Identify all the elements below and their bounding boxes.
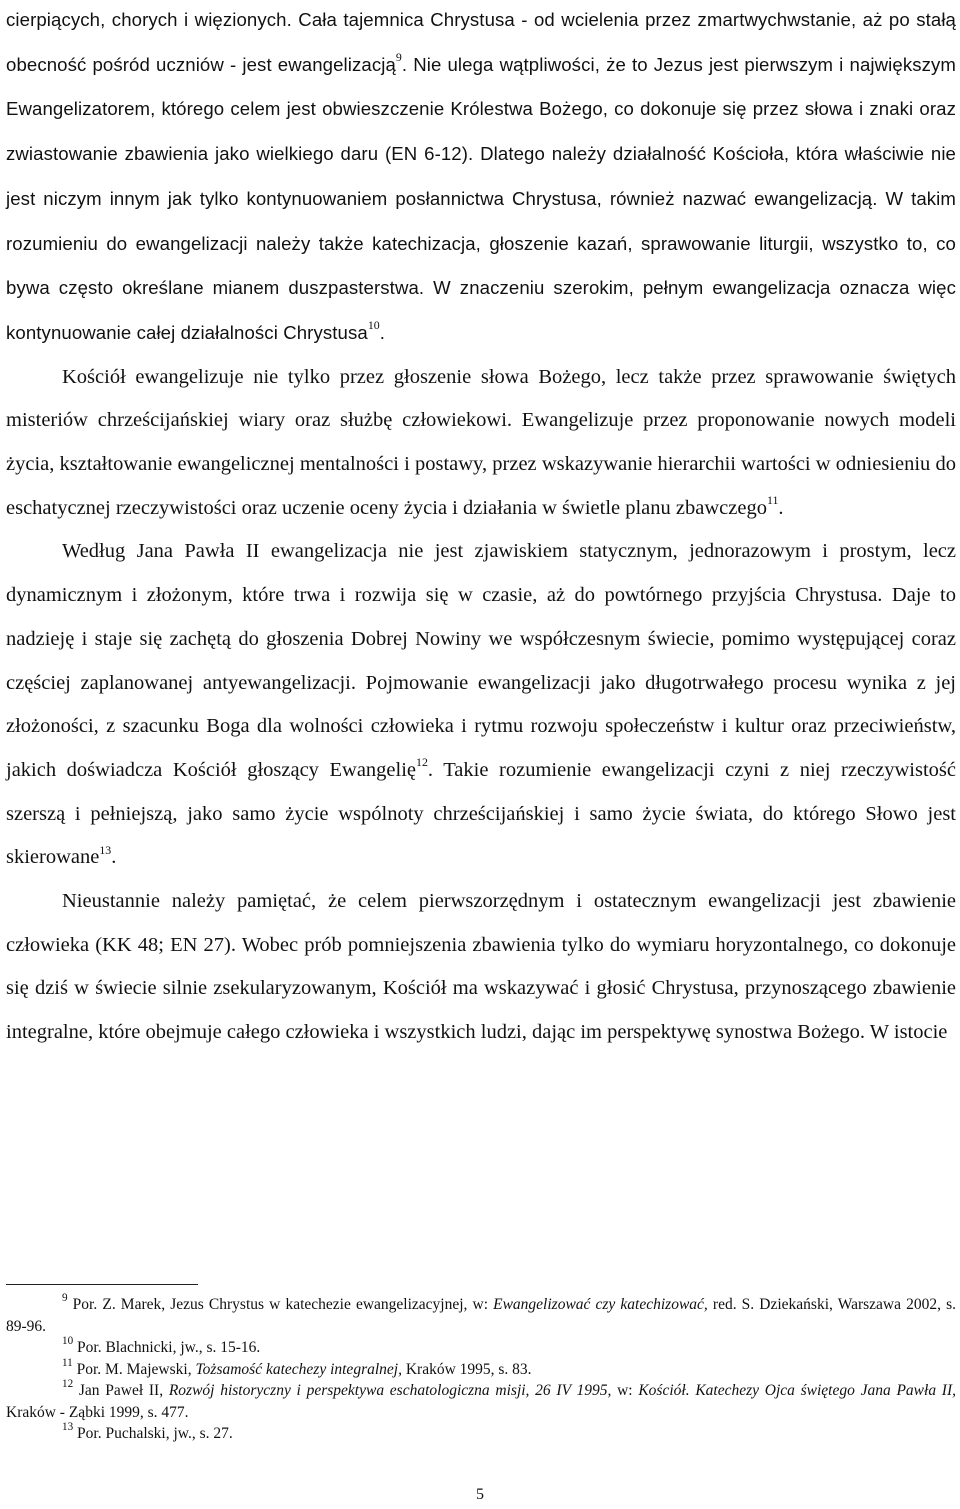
footnote-title: Ewangelizować czy katechizować, <box>493 1296 708 1313</box>
page-number: 5 <box>476 1486 484 1503</box>
footnote-text: Kraków - Ząbki 1999, s. 477. <box>6 1403 189 1421</box>
footnote <box>6 1294 956 1337</box>
footnote-reference: 10 <box>367 318 380 333</box>
paragraph-text: Według Jana Pawła II ewangelizacja nie jest zjawiskiem statycznym, jednorazowym i prostym, lecz dynamicznym i złożonym, które trwa i rozwija się w czasie, aż do powtórnego przyjścia Chrystusa. Daje to nadzieję i staje się zachętą do głoszenia Dobrej Nowiny we współczesnym świecie, pomimo występującej coraz częściej zaplanowanej antyewangelizacji. Pojmowanie ewangelizacji jako długotrwałego procesu wynika z jej złożoności, z szacunku Boga dla wolności człowieka i rytmu rozwoju społeczeństw i kultur oraz przeciwieństw, jakich doświadcza Kościół głoszący Ewangelię <box>6 540 956 781</box>
footnote-text: red. S. Dziekański, Warszawa 2002, s. 89-96. <box>6 1296 957 1335</box>
footnote-number: 13 <box>62 1421 74 1434</box>
paragraph-text: Nieustannie należy pamiętać, że celem pierwszorzędnym i ostatecznym ewangelizacji jest zbawienie człowieka (KK 48; EN 27). Wobec prób pomniejszenia zbawienia tylko do wymiaru horyzontalnego, co dokonuje się dziś w świecie silnie zsekularyzowanym, Kościół ma wskazywać i głosić Chrystusa, przynoszącego zbawienie integralne, które obejmuje całego człowieka i wszystkich ludzi, dając im perspektywę synostwa Bożego. W istocie <box>6 890 956 1044</box>
footnote-title: Kościół. Katechezy Ojca świętego Jana Pawła II, <box>638 1382 956 1399</box>
footnote-text: Por. Z. Marek, Jezus Chrystus w katechezie ewangelizacyjnej, w: <box>67 1296 494 1313</box>
footnote-text: Por. Blachnicki, jw., s. 15-16. <box>73 1339 261 1356</box>
footnote-text: Kraków 1995, s. 83. <box>401 1360 532 1378</box>
footnotes <box>6 1294 956 1445</box>
paragraph-text: . Takie rozumienie ewangelizacji czyni z niej rzeczywistość szerszą i pełniejszą, jako samo życie wspólnoty chrześcijańskiej i samo życie świata, do którego Słowo jest skierowane <box>6 758 956 869</box>
footnote <box>6 1337 956 1359</box>
paragraph-text: . <box>778 496 784 519</box>
footnote-title: Rozwój historyczny i perspektywa eschatologiczna misji, 26 IV 1995, <box>168 1382 612 1399</box>
footnote-text: Por. Puchalski, jw., s. 27. <box>73 1425 233 1442</box>
footnote-reference: 12 <box>416 755 428 770</box>
paragraph-text: . Nie ulega wątpliwości, że to Jezus jest pierwszym i największym Ewangelizatorem, którego celem jest obwieszczenie Królestwa Bożego, co dokonuje się przez słowa i znaki oraz zwiastowanie zbawienia jako wielkiego daru (EN 6-12). Dlatego należy działalność Kościoła, która właściwie nie jest niczym innym jak tylko kontynuowaniem posłannictwa Chrystusa, również nazwać ewangelizacją. W takim rozumieniu do ewangelizacji należy także katechizacja, głoszenie kazań, sprawowanie liturgii, wszystko to, co bywa często określane mianem duszpasterstwa. W znaczeniu szerokim, pełnym ewangelizacja oznacza więc kontynuowanie całej działalności Chrystusa <box>6 53 956 343</box>
footnote-number: 12 <box>62 1378 74 1391</box>
footnote-number: 9 <box>62 1292 68 1305</box>
paragraph-text: . <box>111 846 117 869</box>
footnote-number: 11 <box>62 1356 73 1369</box>
paragraph-1 <box>6 0 956 356</box>
footnote-title: Tożsamość katechezy integralnej, <box>195 1360 402 1378</box>
footnote-reference: 13 <box>99 842 112 857</box>
footnote-reference: 11 <box>766 493 779 508</box>
paragraph-3 <box>6 530 956 880</box>
paragraph-4 <box>6 880 956 1055</box>
footnote <box>6 1380 956 1423</box>
body-text <box>6 0 956 1055</box>
paragraph-text: . <box>379 321 385 343</box>
paragraph-2 <box>6 356 956 531</box>
footnote-text: Por. M. Majewski, <box>72 1360 196 1378</box>
footnote-text: Jan Paweł II, <box>73 1382 169 1399</box>
footnote <box>6 1423 956 1445</box>
paragraph-text: cierpiących, chorych i więzionych. Cała tajemnica Chrystusa - od wcielenia przez zmartwychwstanie, aż po stałą obecność pośród uczniów - jest ewangelizacją <box>6 9 956 75</box>
paragraph-text: Kościół ewangelizuje nie tylko przez głoszenie słowa Bożego, lecz także przez sprawowanie świętych misteriów chrześcijańskiej wiary oraz służbę człowiekowi. Ewangelizuje przez proponowanie nowych modeli życia, kształtowanie ewangelicznej mentalności i postawy, przez wskazywanie hierarchii wartości w odniesieniu do eschatycznej rzeczywistości oraz uczenie oceny życia i działania w świetle planu zbawczego <box>6 365 956 519</box>
footnote-separator <box>6 1284 198 1285</box>
footnote-text: w: <box>611 1382 639 1399</box>
footnote <box>6 1356 956 1381</box>
footnote-reference: 9 <box>395 50 402 65</box>
footnote-number: 10 <box>62 1335 74 1348</box>
